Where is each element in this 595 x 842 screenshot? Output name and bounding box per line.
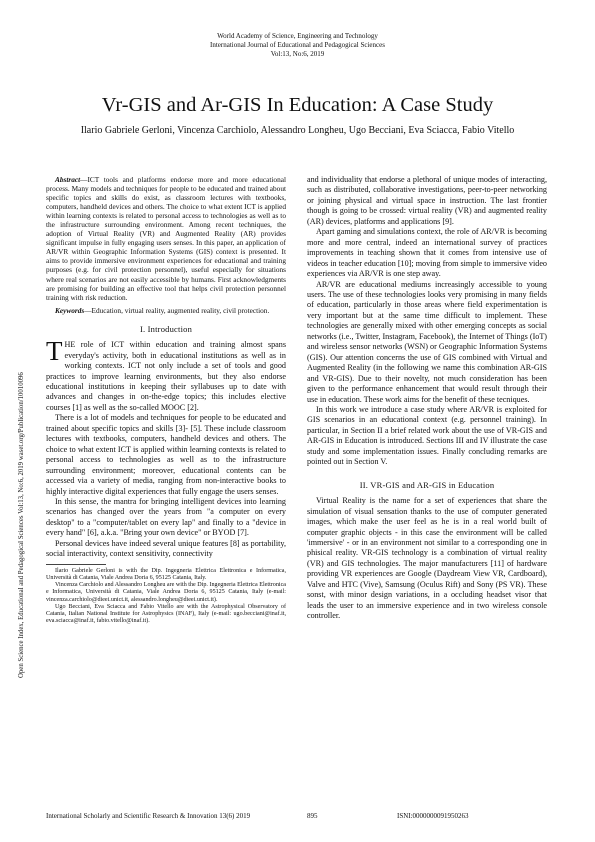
footnote-rule <box>46 564 106 565</box>
footnote-3: Ugo Becciani, Eva Sciacca and Fabio Vitello are with the Astrophysical Observatory of Catania, Italian National Institute for Astrophysics (INAF), Italy (e-mail: ugo.becciani@inaf.it, eva.sciacca@inaf.it, fabio.vitello@inaf.it). <box>46 603 286 625</box>
section2-paragraph-1: Virtual Reality is the name for a set of experiences that share the simulation of visual sensation thanks to the use of computer generated images, which make the user feel as he is in a real world built of computer graphic objects - in this case the environment will be called 'immersive' - or in an environment not similar to a corresponding one in phisical reality. VR-GIS technology is a combination of virtual reality (VR) and GIS technologies. The major manufacturers [11] of hardware providing VR experiences are Google (Daydream View VR, Cardboard), Valve and HTC (Vive), Samsung (Oculus Rift) and Sony (PS VR). These sonst, with minor design variations, in a occluding headset visor that leads the user to an immersive experience and in two wireless console controller. <box>307 496 547 621</box>
intro-paragraph-5: and individuality that endorse a plethoral of unique modes of interacting, such as distributed, collaborative investigations, peer-to-peer networking or joining physical and virtual space in instruction. The last frontier though is going to be crossed: virtual reality (VR) and augmented reality (AR) devices, platforms and applications [9]. <box>307 175 547 226</box>
footnote-1: Ilario Gabriele Gerloni is with the Dip. Ingegneria Elettrica Elettronica e Informatica, Università di Catania, Viale Andrea Doria 6, 95125 Catania, Italy. <box>46 567 286 581</box>
keywords-label: Keywords <box>55 305 85 315</box>
footer-page-number: 895 <box>307 812 318 820</box>
footer-isni: ISNI:0000000091950263 <box>397 812 469 820</box>
author-list: Ilario Gabriele Gerloni, Vincenza Carchiolo, Alessandro Longheu, Ugo Becciani, Eva Sciacca, Fabio Vitello <box>80 125 515 136</box>
left-column <box>46 175 286 626</box>
journal-header-line-1: World Academy of Science, Engineering and Technology <box>217 32 378 40</box>
keywords-text: —Education, virtual reality, augmented reality, civil protection. <box>84 305 270 315</box>
intro-paragraph-4: Personal devices have indeed several unique features [8] as portability, social interactivity, context sensitivity, connectivity <box>46 538 286 559</box>
open-science-index-sidebar: Open Science Index, Educational and Pedagogical Sciences Vol:13, No:6, 2019 waset.org/Publication/10010096 <box>18 372 25 678</box>
intro-paragraph-1 <box>46 336 286 413</box>
intro-paragraph-1-text: HE role of ICT within education and training almost spans everyday's activity, both in educational institutions as well as in working contexts. ICT not only include a set of tools and good practices to improve learning environments, but they also endorse educational institutions in keeping their syllabuses up to date with advances and changes in on-the-edge topics; this includes elective courses [1] as well as the so-called MOOC [2]. <box>46 340 286 412</box>
footer-journal: International Scholarly and Scientific Research & Innovation 13(6) 2019 <box>46 812 251 820</box>
intro-paragraph-8: In this work we introduce a case study where AR/VR is exploited for GIS scenarios in an educational context (e.g. personnel training). In particular, in Section II a brief related work about the use of VR-GIS and AR-GIS in Education is introduced. Sections III and IV illustrate the case study and some implementation issues. Finally concluding remarks are pointed out in Section V. <box>307 404 547 467</box>
intro-paragraph-2: There is a lot of models and techniques for people to be educated and trained about specific topics and skills [3]- [5]. These include classroom lectures with textbooks, computers, handheld devices and others. The choice to what extent ICT is applied within learning contexts is related to personal access to technologies as well as to the infrastructure surrounding environment; moreover, educational contents can be accessed via a variety of media, ranging from non-interactive books to highly interactive digital experiences that fully engage the users senses. <box>46 413 286 496</box>
section-heading-introduction: I. Introduction <box>139 323 193 334</box>
abstract-label: Abstract <box>55 175 81 184</box>
abstract <box>46 175 286 302</box>
intro-paragraph-7: AR/VR are educational mediums increasingly accessible to young users. The use of these technologies looks very promising in many fields of education, particularly in those areas where field experimentation is very important but at the same time difficult to implement. These technologies are generally mixed with other emerging concepts as social networks (i.e., Twitter, Instagram, Facebook), the Internet of Things (IoT) and wireless sensor networks (WSN) or Geographic Information Systems (GIS). Our attention concerns the use of GIS combined with Virtual and Augmented Reality (in the following we name this combination AR-GIS and VR-GIS). Due to their novelty, not much consideration has been given to the performance enhancement that would result through their use in education. These work aims for the benefit of these tecniques. <box>307 279 548 404</box>
intro-paragraph-6: Apart gaming and simulations context, the role of AR/VR is becoming more and more central, indeed an international survey of practices improvements in teaching shown that it comes from intensive use of videos in teacher education [10]; moving from simple to immersive video experiences via AR/VR is one step away. <box>307 227 547 279</box>
right-column <box>307 175 547 622</box>
drop-cap: T <box>46 336 63 367</box>
section-heading-vr-ar-gis: II. VR-GIS and AR-GIS in Education <box>359 479 495 490</box>
journal-header-line-3: Vol:13, No:6, 2019 <box>270 50 325 58</box>
footnote-2: Vincenza Carchiolo and Alessandro Longheu are with the Dip. Ingegneria Elettrica Elettronica e Informatica, Università di Catania, Viale Andrea Doria 6, 95125 Catania, Italy (e-mail: vincenza.carchiolo@dieei.unict.it, alessandro.longheu@dieei.unict.it). <box>46 582 286 603</box>
intro-paragraph-3: In this sense, the mantra for bringing intelligent devices into learning scenarios has changed over the years from "a computer on every desktop" to a "computer/tablet on every lap" and finally to a "device in every hand" [6], a.k.a. "Bring your own device" or BYOD [7]. <box>46 496 286 538</box>
journal-header-line-2: International Journal of Educational and Pedagogical Sciences <box>210 41 385 49</box>
abstract-text: —ICT tools and platforms endorse more and more educational process. Many models and techniques for people to be educated and trained about specific topics and skills do exist, as classroom lectures with textbooks, computers, handheld devices and others. The choice to what extent ICT is applied within learning contexts is related to personal access to technologies as well as to the infrastructure surrounding environment. Among recent techniques, the adoption of Virtual Reality (VR) and Augmented Reality (AR) provides significant impulse in fully engaging users senses. In this paper, an application of AR/VR within Geographic Information Systems (GIS) context is presented. It aims to provide immersive environment experiences for educational and training purposes (e.g. for civil protection personnel), useful especially for situations where real scenarios are not easily accessible by humans. First acknowledgments are promising for building an effective tool that helps civil protection personnel training with risk reduction. <box>46 175 286 302</box>
paper-title: Vr-GIS and Ar-GIS In Education: A Case Study <box>101 94 494 116</box>
keywords <box>46 306 286 315</box>
